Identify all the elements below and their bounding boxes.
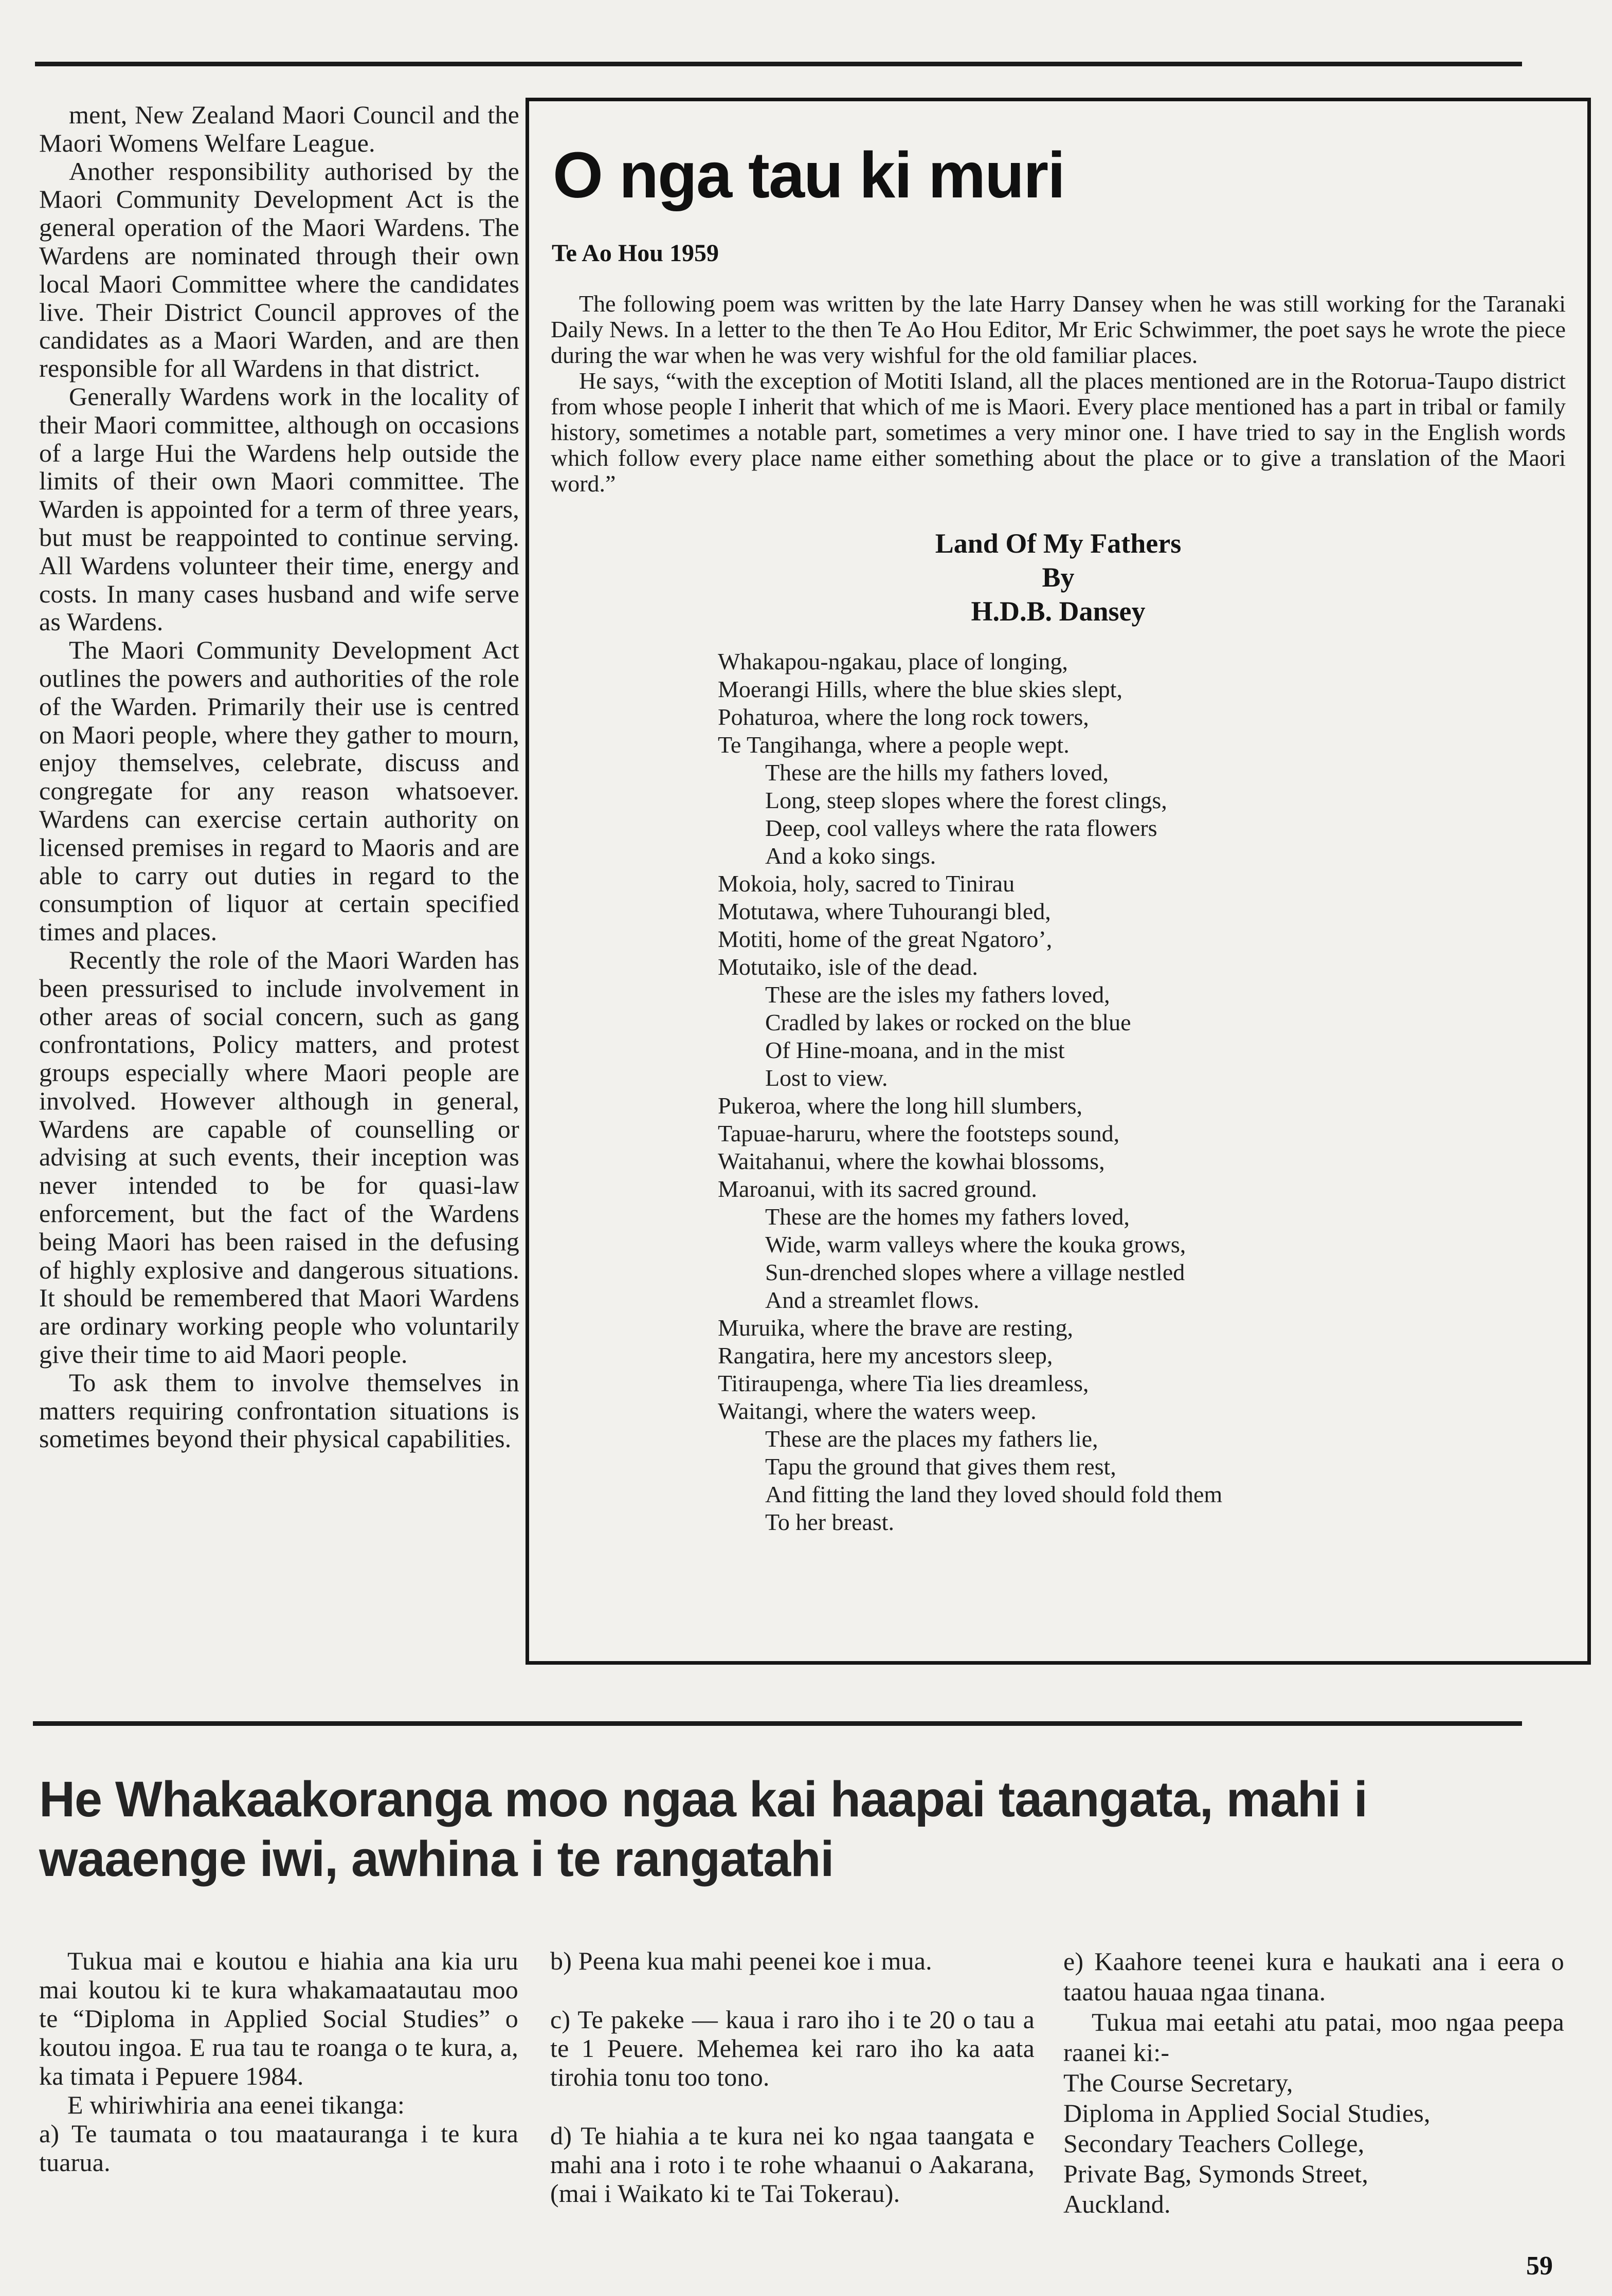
poem-line: Waitahanui, where the kowhai blossoms, bbox=[718, 1148, 1105, 1175]
poem-line: Motutawa, where Tuhourangi bled, bbox=[718, 898, 1051, 925]
poem-line: These are the isles my fathers loved, bbox=[765, 981, 1110, 1008]
notice-column-3 bbox=[1063, 1946, 1564, 2219]
notice-heading bbox=[39, 1770, 1571, 1889]
poem-byline: By bbox=[1042, 562, 1075, 593]
notice-paragraph: Private Bag, Symonds Street, bbox=[1063, 2159, 1369, 2188]
notice-paragraph: E whiriwhiria ana eenei tikanga: bbox=[67, 2090, 405, 2119]
notice-paragraph: Tukua mai eetahi atu patai, moo ngaa peepa raanei ki:- bbox=[1063, 2008, 1564, 2067]
notice-paragraph: d) Te hiahia a te kura nei ko ngaa taangata e mahi ana i roto i te rohe whaanui o Aakarana, (mai i Waikato ki te Tai Tokerau). bbox=[550, 2121, 1035, 2208]
left-article-column bbox=[39, 101, 519, 1453]
poem-line: Wide, warm valleys where the kouka grows, bbox=[765, 1231, 1186, 1258]
notice-paragraph: c) Te pakeke — kaua i raro iho i te 20 o tau a te 1 Peuere. Mehemea kei raro iho ka aata tirohia tonu too tono. bbox=[550, 2005, 1035, 2091]
poem-line: And fitting the land they loved should fold them bbox=[765, 1481, 1223, 1508]
notice-paragraph: The Course Secretary, bbox=[1063, 2068, 1293, 2097]
poem-line: Waitangi, where the waters weep. bbox=[718, 1398, 1037, 1425]
poem-line: To her breast. bbox=[765, 1509, 894, 1536]
notice-paragraph: Secondary Teachers College, bbox=[1063, 2129, 1365, 2158]
poem-line: Pukeroa, where the long hill slumbers, bbox=[718, 1092, 1083, 1119]
notice-paragraph: Auckland. bbox=[1063, 2190, 1171, 2218]
intro-paragraph: The following poem was written by the late Harry Dansey when he was still working for the Taranaki Daily News. In a letter to the then Te Ao Hou Editor, Mr Eric Schwimmer, the poet says he wrote the piece during the war when he was very wishful for the old familiar places. bbox=[551, 290, 1566, 369]
notice-paragraph: a) Te taumata o tou maatauranga i te kura tuarua. bbox=[39, 2119, 518, 2177]
section-divider-rule bbox=[33, 1721, 1522, 1726]
notice-paragraph: Diploma in Applied Social Studies, bbox=[1063, 2099, 1430, 2127]
notice-column-1 bbox=[39, 1946, 518, 2177]
poem-heading bbox=[551, 526, 1566, 628]
page-number: 59 bbox=[1526, 2251, 1553, 2281]
poem-article-box bbox=[526, 98, 1591, 1665]
poem-title: Land Of My Fathers bbox=[935, 528, 1182, 559]
poem-line: Rangatira, here my ancestors sleep, bbox=[718, 1342, 1053, 1369]
notice-heading-line: He Whakaakoranga moo ngaa kai haapai taangata, mahi i bbox=[39, 1771, 1368, 1827]
poem-author: H.D.B. Dansey bbox=[971, 596, 1146, 627]
poem-line: Cradled by lakes or rocked on the blue bbox=[765, 1009, 1131, 1036]
poem-line: These are the places my fathers lie, bbox=[765, 1426, 1098, 1452]
article-intro bbox=[551, 291, 1566, 497]
poem-line: And a koko sings. bbox=[765, 843, 936, 869]
poem-line: Sun-drenched slopes where a village nestled bbox=[765, 1259, 1185, 1286]
poem-line: Te Tangihanga, where a people wept. bbox=[718, 732, 1070, 758]
poem-body bbox=[718, 648, 1566, 1536]
poem-line: Tapu the ground that gives them rest, bbox=[765, 1453, 1116, 1480]
notice-heading-line: waaenge iwi, awhina i te rangatahi bbox=[39, 1831, 834, 1887]
poem-line: Maroanui, with its sacred ground. bbox=[718, 1176, 1037, 1202]
poem-line: Lost to view. bbox=[765, 1065, 888, 1091]
poem-line: Tapuae-haruru, where the footsteps sound, bbox=[718, 1120, 1120, 1147]
poem-line: And a streamlet flows. bbox=[765, 1287, 980, 1314]
poem-line: These are the hills my fathers loved, bbox=[765, 759, 1109, 786]
article-paragraph: The Maori Community Development Act outlines the powers and authorities of the role of the Warden. Primarily their use is centred on Maori people, where they gather to mourn, enjoy themselves, celebrate, discuss and congregate for any reason whatsoever. Wardens can exercise certain authority on licensed premises in regard to Maoris and are able to carry out duties in regard to the consumption of liquor at certain specified times and places. bbox=[39, 635, 519, 946]
intro-paragraph: He says, “with the exception of Motiti Island, all the places mentioned are in the Rotorua-Taupo district from whose people I inherit that which of me is Maori. Every place mentioned has a part in tribal or family history, sometimes a notable part, sometimes a very minor one. I have tried to say in the English words which follow every place name either something about the place or to give a translation of the Maori word.” bbox=[551, 368, 1566, 497]
notice-paragraph: e) Kaahore teenei kura e haukati ana i eera o taatou hauaa ngaa tinana. bbox=[1063, 1947, 1564, 2006]
poem-line: Muruika, where the brave are resting, bbox=[718, 1315, 1073, 1341]
article-paragraph: Generally Wardens work in the locality of their Maori committee, although on occasions of a large Hui the Wardens help outside the limits of their own Maori committee. The Warden is appointed for a term of three years, but must be reappointed to continue serving. All Wardens volunteer their time, energy and costs. In many cases husband and wife serve as Wardens. bbox=[39, 381, 519, 636]
article-paragraph: ment, New Zealand Maori Council and the Maori Womens Welfare League. bbox=[39, 100, 519, 157]
poem-line: Motutaiko, isle of the dead. bbox=[718, 954, 978, 980]
poem-line: Motiti, home of the great Ngatoro’, bbox=[718, 926, 1053, 953]
poem-line: Deep, cool valleys where the rata flowers bbox=[765, 815, 1157, 842]
article-source: Te Ao Hou 1959 bbox=[552, 240, 719, 267]
poem-line: Whakapou-ngakau, place of longing, bbox=[718, 648, 1068, 675]
poem-line: These are the homes my fathers loved, bbox=[765, 1204, 1130, 1230]
article-paragraph: Recently the role of the Maori Warden has been pressurised to include involvement in other areas of social concern, such as gang confrontations, Policy matters, and protest groups especially where Maori people are involved. However although in general, Wardens are capable of counselling or advising at such events, their inception was never intended to be for quasi-law enforcement, but the fact of the Wardens being Maori has been raised in the defusing of highly explosive and dangerous situations. It should be remembered that Maori Wardens are ordinary working people who voluntarily give their time to aid Maori people. bbox=[39, 945, 519, 1369]
article-title: O nga tau ki muri bbox=[553, 139, 1065, 211]
notice-paragraph: b) Peena kua mahi peenei koe i mua. bbox=[550, 1946, 932, 1975]
poem-line: Of Hine-moana, and in the mist bbox=[765, 1037, 1065, 1064]
article-paragraph: To ask them to involve themselves in matters requiring confrontation situations is sometimes beyond their physical capabilities. bbox=[39, 1368, 519, 1453]
article-paragraph: Another responsibility authorised by the Maori Community Development Act is the general operation of the Maori Wardens. The Wardens are nominated through their own local Maori Committee where the candidates live. Their District Council approves of the candidates as a Maori Warden, and are then responsible for all Wardens in that district. bbox=[39, 156, 519, 383]
poem-line: Long, steep slopes where the forest clings, bbox=[765, 787, 1167, 814]
notice-column-2 bbox=[550, 1946, 1035, 2208]
poem-line: Pohaturoa, where the long rock towers, bbox=[718, 704, 1089, 731]
notice-paragraph: Tukua mai e koutou e hiahia ana kia uru mai koutou ki te kura whakamaatautau moo te “Diploma in Applied Social Studies” o koutou ingoa. E rua tau te roanga o te kura, a, ka timata i Pepuere 1984. bbox=[39, 1946, 518, 2090]
poem-line: Mokoia, holy, sacred to Tinirau bbox=[718, 870, 1015, 897]
top-rule bbox=[35, 62, 1522, 66]
poem-line: Moerangi Hills, where the blue skies slept, bbox=[718, 676, 1122, 703]
poem-line: Titiraupenga, where Tia lies dreamless, bbox=[718, 1370, 1089, 1397]
